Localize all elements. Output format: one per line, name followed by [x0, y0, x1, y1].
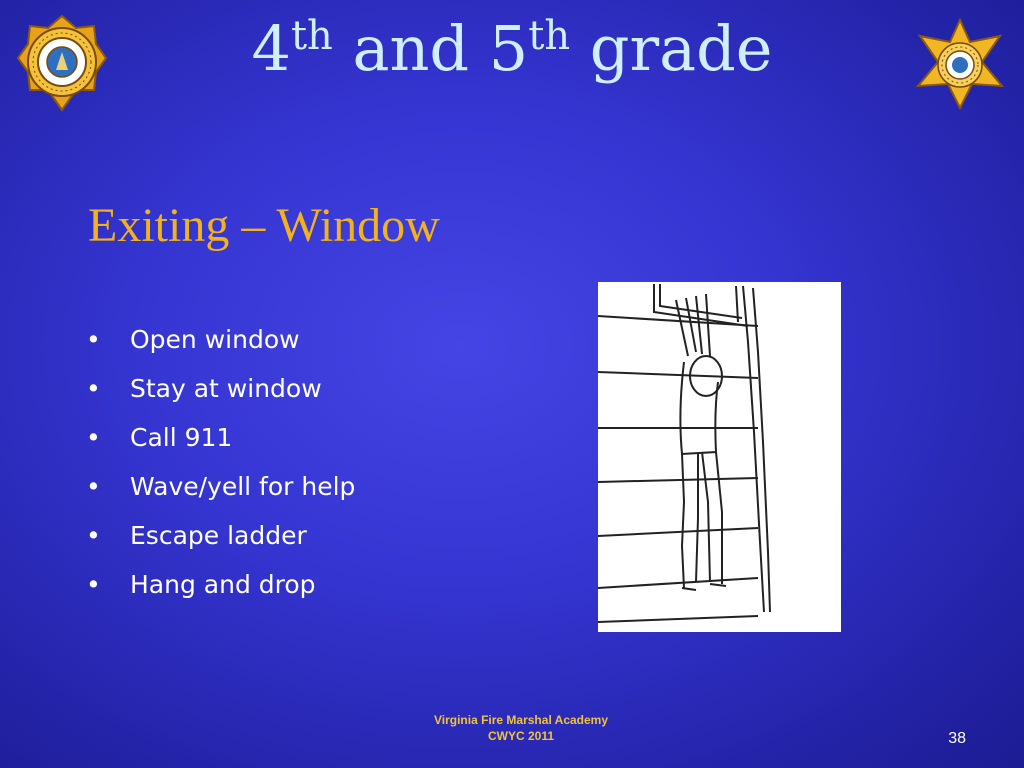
title-middle: and 5: [332, 12, 529, 85]
bullet-text: Call 911: [130, 423, 233, 452]
title-number-4: 4: [251, 12, 291, 85]
bullet-item: [86, 516, 355, 565]
bullet-marker: •: [86, 325, 101, 354]
bullet-text: Hang and drop: [130, 570, 316, 599]
bullet-item: [86, 369, 355, 418]
title-end: grade: [570, 12, 773, 85]
illustration-drawing: [598, 282, 841, 632]
bullet-marker: •: [86, 374, 101, 403]
title-superscript-2: th: [528, 13, 571, 59]
bullet-item: [86, 320, 355, 369]
bullet-text: Open window: [130, 325, 300, 354]
slide-number: 38: [948, 730, 966, 747]
bullet-marker: •: [86, 521, 101, 550]
title-superscript-1: th: [290, 13, 333, 59]
bullet-item: [86, 565, 355, 614]
slide-title: [0, 12, 1024, 85]
bullet-list: [86, 320, 355, 614]
person-hanging-from-window-illustration: [598, 282, 841, 632]
slide-subtitle: Exiting – Window: [88, 199, 440, 252]
footer: [380, 712, 662, 744]
bullet-text: Stay at window: [130, 374, 322, 403]
bullet-text: Wave/yell for help: [130, 472, 356, 501]
bullet-marker: •: [86, 423, 101, 452]
bullet-item: [86, 418, 355, 467]
bullet-item: [86, 467, 355, 516]
bullet-marker: •: [86, 472, 101, 501]
footer-line-2: CWYC 2011: [487, 729, 555, 743]
bullet-text: Escape ladder: [130, 521, 307, 550]
footer-line-1: Virginia Fire Marshal Academy: [433, 713, 609, 727]
bullet-marker: •: [86, 570, 101, 599]
